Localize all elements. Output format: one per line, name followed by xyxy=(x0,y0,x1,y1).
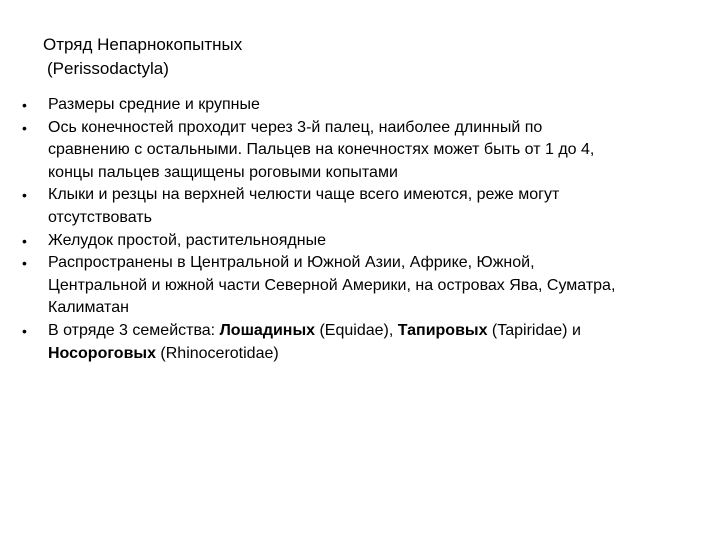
slide-title xyxy=(43,33,242,81)
bullet-text: Распространены в Центральной и Южной Азии, Африке, Южной, xyxy=(48,254,535,272)
bullet-text: отсутствовать xyxy=(48,208,152,226)
bullet-item-families xyxy=(22,320,702,365)
bullet-text: концы пальцев защищены роговыми копытами xyxy=(48,163,398,181)
bullet-text xyxy=(48,320,702,343)
family-latin-tapiridae: (Tapiridae) и xyxy=(487,321,581,339)
bullet-icon: • xyxy=(22,119,27,136)
bullet-list xyxy=(22,94,702,365)
bullet-text: Клыки и резцы на верхней челюсти чаще всего имеются, реже могут xyxy=(48,186,560,204)
bullet-text: Ось конечностей проходит через 3-й палец, наиболее длинный по xyxy=(48,118,543,136)
family-name-rhinocerotidae: Носороговых xyxy=(48,344,156,362)
bullet-text: Размеры средние и крупные xyxy=(48,96,260,113)
families-intro: В отряде 3 семейства: xyxy=(48,321,220,339)
bullet-item-teeth xyxy=(22,184,702,229)
bullet-item-limb-axis xyxy=(22,117,702,185)
title-line-2: (Perissodactyla) xyxy=(47,59,169,78)
title-line-1: Отряд Непарнокопытных xyxy=(43,35,243,54)
family-name-equidae: Лошадиных xyxy=(219,321,316,339)
family-name-tapiridae: Тапировых xyxy=(397,321,488,339)
bullet-text: сравнению с остальными. Пальцев на конечностях может быть от 1 до 4, xyxy=(48,141,595,159)
bullet-item-stomach xyxy=(22,230,702,253)
bullet-text xyxy=(48,343,702,366)
bullet-icon: • xyxy=(22,97,27,113)
bullet-item-distribution xyxy=(22,252,702,320)
bullet-icon: • xyxy=(22,187,27,204)
bullet-text: Желудок простой, растительноядные xyxy=(48,231,326,249)
family-latin-equidae: (Equidae), xyxy=(315,321,398,339)
bullet-text: Центральной и южной части Северной Америки, на островах Ява, Суматра, xyxy=(48,276,616,294)
bullet-icon: • xyxy=(22,255,27,272)
bullet-item-sizes xyxy=(22,94,702,117)
bullet-text: Калиматан xyxy=(48,299,129,317)
bullet-icon: • xyxy=(22,322,27,339)
family-latin-rhinocerotidae: (Rhinocerotidae) xyxy=(155,344,279,362)
bullet-icon: • xyxy=(22,232,27,249)
